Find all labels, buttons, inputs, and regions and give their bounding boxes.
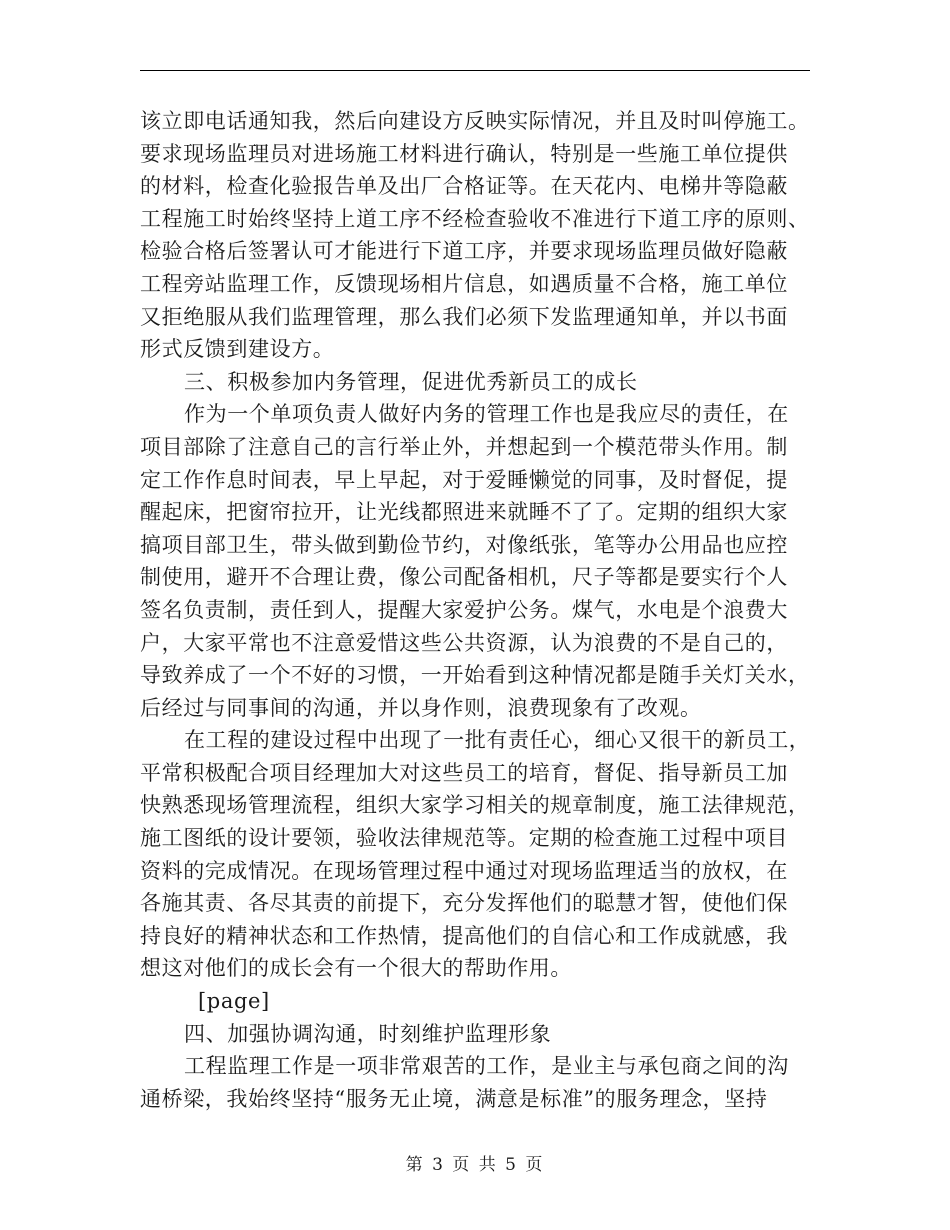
body-line: 在工程的建设过程中出现了一批有责任心，细心又很干的新员工，: [184, 728, 811, 753]
body-line: 持良好的精神状态和工作热情，提高他们的自信心和工作成就感，我: [140, 923, 788, 948]
body-line: 作为一个单项负责人做好内务的管理工作也是我应尽的责任，在: [184, 402, 789, 427]
page-footer: 第 3 页 共 5 页: [405, 1155, 545, 1175]
body-line: 工程旁站监理工作，反馈现场相片信息，如遇质量不合格，施工单位: [140, 271, 788, 296]
section-heading: 三、积极参加内务管理，促进优秀新员工的成长: [184, 369, 638, 394]
document-body: [140, 105, 820, 1115]
body-line: 通桥梁，我始终坚持“服务无止境，满意是标准”的服务理念，坚持: [140, 1086, 768, 1111]
body-line: 项目部除了注意自己的言行举止外，并想起到一个模范带头作用。制: [140, 434, 788, 459]
page-marker: [page]: [198, 989, 270, 1014]
body-line: 搞项目部卫生，带头做到勤俭节约，对像纸张，笔等办公用品也应控: [140, 532, 788, 557]
body-line: 检验合格后签署认可才能进行下道工序，并要求现场监理员做好隐蔽: [140, 239, 788, 264]
body-line: 后经过与同事间的沟通，并以身作则，浪费现象有了改观。: [140, 695, 702, 720]
body-line: 资料的完成情况。在现场管理过程中通过对现场监理适当的放权，在: [140, 858, 788, 883]
body-line: 快熟悉现场管理流程，组织大家学习相关的规章制度，施工法律规范，: [140, 793, 810, 818]
section-heading: 四、加强协调沟通，时刻维护监理形象: [184, 1021, 552, 1046]
body-line: 签名负责制，责任到人，提醒大家爱护公务。煤气，水电是个浪费大: [140, 597, 788, 622]
body-line: 工程施工时始终坚持上道工序不经检查验收不准进行下道工序的原则、: [140, 206, 810, 231]
body-line: 醒起床，把窗帘拉开，让光线都照进来就睡不了了。定期的组织大家: [140, 500, 788, 525]
body-line: 制使用，避开不合理让费，像公司配备相机，尺子等都是要实行个人: [140, 565, 788, 590]
body-line: 各施其责、各尽其责的前提下，充分发挥他们的聪慧才智，使他们保: [140, 891, 788, 916]
body-line: 工程监理工作是一项非常艰苦的工作，是业主与承包商之间的沟: [184, 1054, 789, 1079]
body-line: 导致养成了一个不好的习惯，一开始看到这种情况都是随手关灯关水，: [140, 663, 810, 688]
body-line: 又拒绝服从我们监理管理，那么我们必须下发监理通知单，并以书面: [140, 304, 788, 329]
body-line: 的材料，检查化验报告单及出厂合格证等。在天花内、电梯井等隐蔽: [140, 174, 788, 199]
body-line: 户，大家平常也不注意爱惜这些公共资源，认为浪费的不是自己的，: [140, 630, 788, 655]
body-line: 施工图纸的设计要领，验收法律规范等。定期的检查施工过程中项目: [140, 826, 788, 851]
body-line: 该立即电话通知我，然后向建设方反映实际情况，并且及时叫停施工。: [140, 109, 810, 133]
header-rule: [140, 70, 810, 71]
body-line: 要求现场监理员对进场施工材料进行确认，特别是一些施工单位提供: [140, 141, 788, 166]
body-line: 定工作作息时间表，早上早起，对于爱睡懒觉的同事，及时督促，提: [140, 467, 788, 492]
body-line: 形式反馈到建设方。: [140, 337, 335, 362]
body-line: 想这对他们的成长会有一个很大的帮助作用。: [140, 956, 572, 981]
body-line: 平常积极配合项目经理加大对这些员工的培育，督促、指导新员工加: [140, 760, 788, 785]
